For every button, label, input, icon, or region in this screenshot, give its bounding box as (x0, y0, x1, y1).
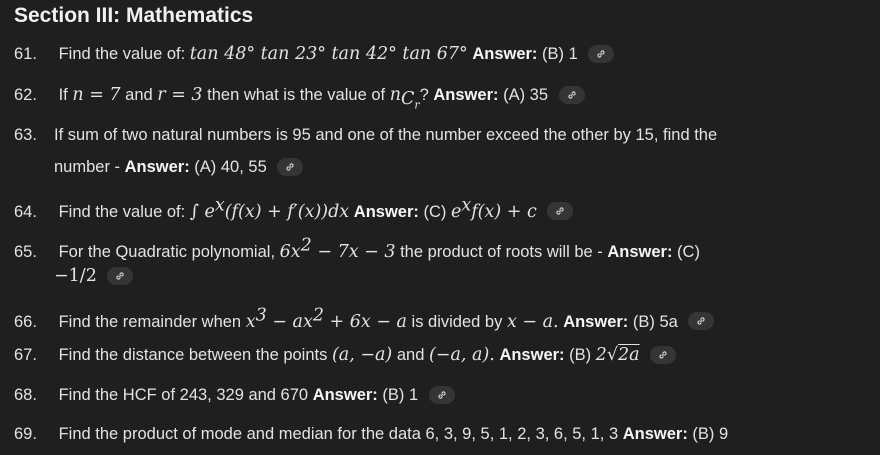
answer-label: Answer: (124, 158, 190, 176)
link-button[interactable] (650, 346, 676, 364)
math-expression: r = 3 (157, 85, 203, 105)
answer-value: (B) 1 (377, 386, 419, 404)
link-button[interactable] (429, 386, 455, 404)
list-item-67 (14, 344, 676, 366)
answer-math: −1/2 (54, 266, 97, 286)
question-text: Find the HCF of 243, 329 and 670 (58, 386, 313, 404)
question-text: If sum of two natural numbers is 95 and one of the number exceed the other by 15, find the (54, 126, 718, 144)
list-item-61 (14, 43, 614, 65)
link-icon (695, 315, 707, 327)
question-text: and (120, 86, 158, 104)
question-text: and (392, 346, 429, 364)
link-icon (657, 349, 669, 361)
link-icon (566, 89, 578, 101)
question-number: 69. (14, 425, 37, 443)
link-icon (114, 270, 126, 282)
math-expression: n (389, 85, 401, 105)
list-item-64 (14, 194, 573, 223)
answer-label: Answer: (433, 86, 499, 104)
question-number: 64. (14, 202, 37, 221)
math-subscript: r (414, 98, 420, 112)
answer-label: Answer: (563, 312, 629, 331)
question-number: 66. (14, 312, 37, 331)
answer-label: Answer: (472, 45, 538, 63)
math-superscript: 2 (312, 305, 324, 325)
math-expression: 6x (279, 241, 301, 262)
link-button[interactable] (688, 312, 714, 330)
answer-label: Answer: (607, 242, 673, 261)
question-text: Find the product of mode and median for the data 6, 3, 9, 5, 1, 2, 3, 6, 5, 1, 3 (58, 425, 623, 443)
list-item-65 (14, 234, 700, 263)
question-number: 68. (14, 386, 37, 404)
answer-value: (A) 40, 55 (189, 158, 267, 176)
math-superscript: 2 (300, 235, 312, 255)
answer-value: (B) 9 (687, 425, 729, 443)
answer-label: Answer: (312, 386, 378, 404)
math-expression: + 6x − a (323, 311, 407, 332)
answer-math: 2√ (595, 345, 619, 365)
math-expression: − 7x − 3 (311, 241, 396, 262)
answer-value: (A) 35 (498, 86, 549, 104)
question-text: is divided by (406, 312, 507, 331)
math-expression: n = 7 (72, 85, 121, 105)
question-number: 62. (14, 86, 37, 104)
list-item-68 (14, 384, 455, 406)
answer-value: (B) 1 (537, 45, 578, 63)
answer-label: Answer: (353, 202, 419, 221)
math-expression: ∫ e (189, 201, 215, 222)
math-superscript: x (214, 195, 225, 215)
math-expression: x − a. (506, 311, 559, 332)
link-button[interactable] (559, 86, 585, 104)
link-button[interactable] (588, 45, 614, 63)
link-icon (284, 161, 296, 173)
section-title: Section III: Mathematics (14, 4, 254, 27)
math-superscript: x (461, 195, 472, 215)
list-item-63 (14, 124, 717, 146)
question-text: For the Quadratic polynomial, (58, 242, 280, 261)
question-text: Find the remainder when (58, 312, 246, 331)
answer-value: (C) (672, 242, 700, 261)
list-item-65-continued (54, 265, 133, 287)
list-item-62 (14, 84, 585, 117)
math-expression: (−a, a). (428, 345, 495, 365)
math-superscript: 3 (255, 305, 267, 325)
question-text: Find the value of: (58, 45, 190, 63)
question-number: 65. (14, 242, 37, 261)
list-item-63-continued (54, 156, 303, 178)
link-button[interactable] (277, 158, 303, 176)
link-icon (436, 389, 448, 401)
math-expression: (f(x) + f′(x))dx (224, 201, 350, 222)
answer-math-radicand: 2a (618, 345, 640, 365)
math-expression: − ax (266, 311, 313, 332)
answer-math: e (450, 201, 462, 222)
answer-value: (B) (564, 346, 596, 364)
link-icon (595, 48, 607, 60)
question-text: the product of roots will be - (395, 242, 608, 261)
list-item-66 (14, 304, 714, 333)
question-text: Find the value of: (58, 202, 190, 221)
math-expression: (a, −a) (331, 345, 393, 365)
link-button[interactable] (107, 267, 133, 285)
answer-label: Answer: (622, 425, 688, 443)
math-expression: x (245, 311, 256, 332)
question-text: number - (54, 158, 125, 176)
question-text: If (58, 86, 73, 104)
question-number: 61. (14, 45, 37, 63)
question-text: ? (419, 86, 434, 104)
math-subscript: C (400, 89, 415, 110)
math-expression: tan 48° tan 23° tan 42° tan 67° (189, 44, 468, 64)
answer-label: Answer: (499, 346, 565, 364)
question-number: 63. (14, 126, 37, 144)
link-icon (554, 205, 566, 217)
question-text: then what is the value of (202, 86, 390, 104)
list-item-69 (14, 423, 728, 445)
answer-value: (B) 5a (628, 312, 678, 331)
question-number: 67. (14, 346, 37, 364)
answer-value: (C) (418, 202, 451, 221)
link-button[interactable] (547, 202, 573, 220)
question-text: Find the distance between the points (58, 346, 332, 364)
answer-math: f(x) + c (471, 201, 537, 222)
